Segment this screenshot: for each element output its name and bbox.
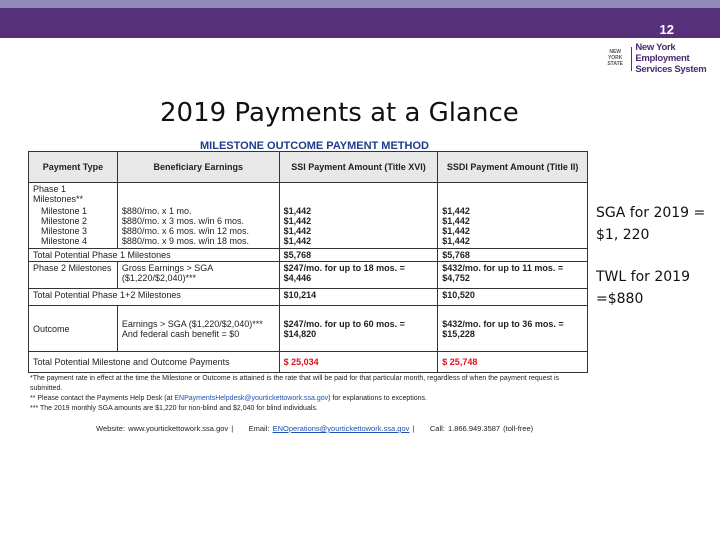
header-stripe	[0, 0, 720, 8]
ssi-amount: $1,442	[283, 216, 312, 226]
table-row-total-all	[29, 352, 588, 373]
footnote-3: *** The 2019 monthly SGA amounts are $1,220 for non-blind and $2,040 for blind individuals.	[30, 405, 318, 412]
total-label: Total Potential Milestone and Outcome Payments	[29, 352, 280, 373]
col-header: SSI Payment Amount (Title XVI)	[279, 152, 438, 183]
ssdi-total: $10,520	[438, 289, 588, 306]
footnotes	[30, 374, 590, 414]
ssi-amount: $1,442	[283, 236, 312, 246]
ssdi-amount: $432/mo. for up to 36 mos. = $15,228	[438, 306, 588, 352]
ssdi-amount: $432/mo. for up to 11 mos. = $4,752	[438, 262, 588, 289]
phase1-label: Phase 1 Milestones**	[33, 184, 84, 204]
helpdesk-email-link[interactable]: ENPaymentsHelpdesk@yourtickettowork.ssa.gov	[174, 395, 329, 402]
email-label: Email:	[248, 424, 270, 433]
total-label: Total Potential Phase 1 Milestones	[29, 249, 280, 262]
milestone-earnings: $880/mo. x 3 mos. w/in 6 mos.	[121, 216, 244, 226]
table-row-phase2	[29, 262, 588, 289]
table-title: MILESTONE OUTCOME PAYMENT METHOD	[200, 140, 429, 152]
separator: |	[412, 424, 415, 433]
ssi-total: $10,214	[279, 289, 438, 306]
ny-state-icon: NEW YORK STATE	[602, 47, 632, 71]
website-text: Website: www.yourtickettowork.ssa.gov |	[96, 424, 234, 433]
operations-email-link[interactable]: ENOperations@yourtickettowork.ssa.gov	[272, 424, 410, 433]
ssdi-amount: $1,442	[442, 216, 470, 226]
ssi-total: $5,768	[279, 249, 438, 262]
footnote-1: *The payment rate in effect at the time the Milestone or Outcome is attained is the rate that will be paid for that particular month, regardless of when the payment request is submitted.	[30, 375, 560, 392]
milestone-name: Milestone 1	[41, 206, 88, 216]
footnote-2	[30, 394, 590, 404]
table-row	[29, 183, 588, 249]
milestone-name: Milestone 2	[41, 216, 88, 226]
slide-title: 2019 Payments at a Glance	[160, 98, 519, 128]
col-header: SSDI Payment Amount (Title II)	[438, 152, 588, 183]
table-header-row	[29, 152, 588, 183]
footnote-2-text: ** Please contact the Payments Help Desk (at	[30, 395, 175, 402]
phone-text: Call: 1.866.949.3587 (toll-free)	[429, 424, 534, 433]
ssi-grand-total: $ 25,034	[279, 352, 438, 373]
milestone-name: Milestone 4	[41, 236, 88, 246]
col-header: Beneficiary Earnings	[117, 152, 279, 183]
phase2-earnings: Gross Earnings > SGA ($1,220/$2,040)***	[117, 262, 279, 289]
phase2-label: Phase 2 Milestones	[29, 262, 118, 289]
outcome-earnings: Earnings > SGA ($1,220/$2,040)***	[121, 318, 263, 329]
milestone-earnings: $880/mo. x 9 mos. w/in 18 mos.	[121, 236, 249, 246]
ssdi-grand-total: $ 25,748	[438, 352, 588, 373]
milestone-earnings: $880/mo. x 6 mos. w/in 12 mos.	[121, 226, 249, 236]
contact-footer	[96, 424, 533, 433]
sga-note: SGA for 2019 = $1, 220	[596, 205, 706, 243]
page-number: 12	[659, 22, 674, 37]
ssi-amount: $247/mo. for up to 60 mos. = $14,820	[279, 306, 438, 352]
milestone-name: Milestone 3	[41, 226, 88, 236]
payment-table	[28, 151, 588, 373]
ssdi-total: $5,768	[438, 249, 588, 262]
ssi-amount: $1,442	[283, 206, 312, 216]
table-row-total-phase1	[29, 249, 588, 262]
logo-line2: Services System	[635, 64, 707, 75]
ssdi-amount: $1,442	[442, 226, 470, 236]
header-bar	[0, 8, 720, 38]
logo-line1: New York Employment	[635, 42, 690, 64]
nyess-logo	[602, 42, 720, 75]
outcome-label: Outcome	[29, 306, 118, 352]
ssi-amount: $1,442	[283, 226, 312, 236]
milestone-earnings: $880/mo. x 1 mo.	[121, 206, 192, 216]
ssdi-amount: $1,442	[442, 236, 470, 246]
twl-note: TWL for 2019 =$880	[596, 269, 690, 307]
table-row-total-phase12	[29, 289, 588, 306]
outcome-earnings: And federal cash benefit = $0	[121, 328, 240, 339]
table-row-outcome	[29, 306, 588, 352]
ssdi-amount: $1,442	[442, 206, 470, 216]
total-label: Total Potential Phase 1+2 Milestones	[29, 289, 280, 306]
col-header: Payment Type	[29, 152, 118, 183]
ssi-amount: $247/mo. for up to 18 mos. = $4,446	[279, 262, 438, 289]
footnote-2-text: ) for explanations to exceptions.	[328, 395, 427, 402]
